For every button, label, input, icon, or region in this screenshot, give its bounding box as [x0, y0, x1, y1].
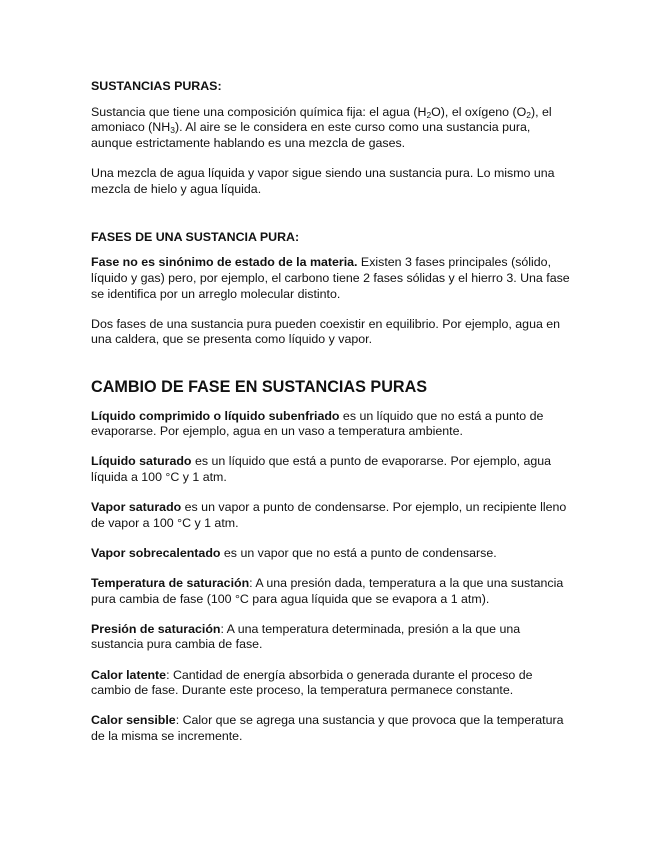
definition-item: Calor sensible: Calor que se agrega una sustancia y que provoca que la temperatura de la misma se incremente. [91, 713, 564, 743]
definition-item: Líquido comprimido o líquido subenfriado es un líquido que no está a punto de evaporarse. Por ejemplo, agua en un vaso a temperatura ambiente. [91, 408, 544, 439]
paragraph-fase-definicion: Fase no es sinónimo de estado de la materia. Existen 3 fases principales (sólido, líquido y gas) pero, por ejemplo, el carbono tiene 2 fases sólidas y el hierro 3. Una fase se identifica por un arreglo molecular distinto. [91, 255, 570, 301]
definition-item: Vapor sobrecalentado es un vapor que no está a punto de condensarse. [91, 545, 497, 560]
definition-item: Presión de saturación: A una temperatura determinada, presión a la que una sustancia pura cambia de fase. [91, 621, 521, 652]
paragraph-mezcla-agua: Una mezcla de agua líquida y vapor sigue siendo una sustancia pura. Lo mismo una mezcla de hielo y agua líquida. [91, 165, 555, 196]
paragraph-definicion-sustancia-pura: Sustancia que tiene una composición química fija: el agua $(H_2O)$, el oxígeno $(O_2)$, el amoniaco $(NH_3)$. Al aire se le considera en este curso como una sustancia pura, aunque estrictamente hablando es una mezcla de gases. [91, 104, 552, 150]
document-page [91, 79, 571, 759]
heading-cambio-de-fase: CAMBIO DE FASE EN SUSTANCIAS PURAS [91, 377, 428, 396]
paragraph-fases-equilibrio: Dos fases de una sustancia pura pueden coexistir en equilibrio. Por ejemplo, agua en una caldera, que se presenta como líquido y vapor. [91, 316, 561, 347]
definition-item: Líquido saturado es un líquido que está a punto de evaporarse. Por ejemplo, agua líquida a 100 °C y 1 atm. [91, 454, 552, 484]
heading-fases: FASES DE UNA SUSTANCIA PURA: [91, 229, 300, 244]
definition-item: Vapor saturado es un vapor a punto de condensarse. Por ejemplo, un recipiente lleno de vapor a 100 °C y 1 atm. [91, 500, 567, 530]
definition-item: Temperatura de saturación: A una presión dada, temperatura a la que una sustancia pura cambia de fase (100 °C para agua líquida que se evapora a 1 atm). [91, 576, 564, 606]
heading-sustancias-puras: SUSTANCIAS PURAS: [91, 79, 222, 93]
definition-item: Calor latente: Cantidad de energía absorbida o generada durante el proceso de cambio de fase. Durante este proceso, la temperatura permanece constante. [91, 667, 533, 698]
